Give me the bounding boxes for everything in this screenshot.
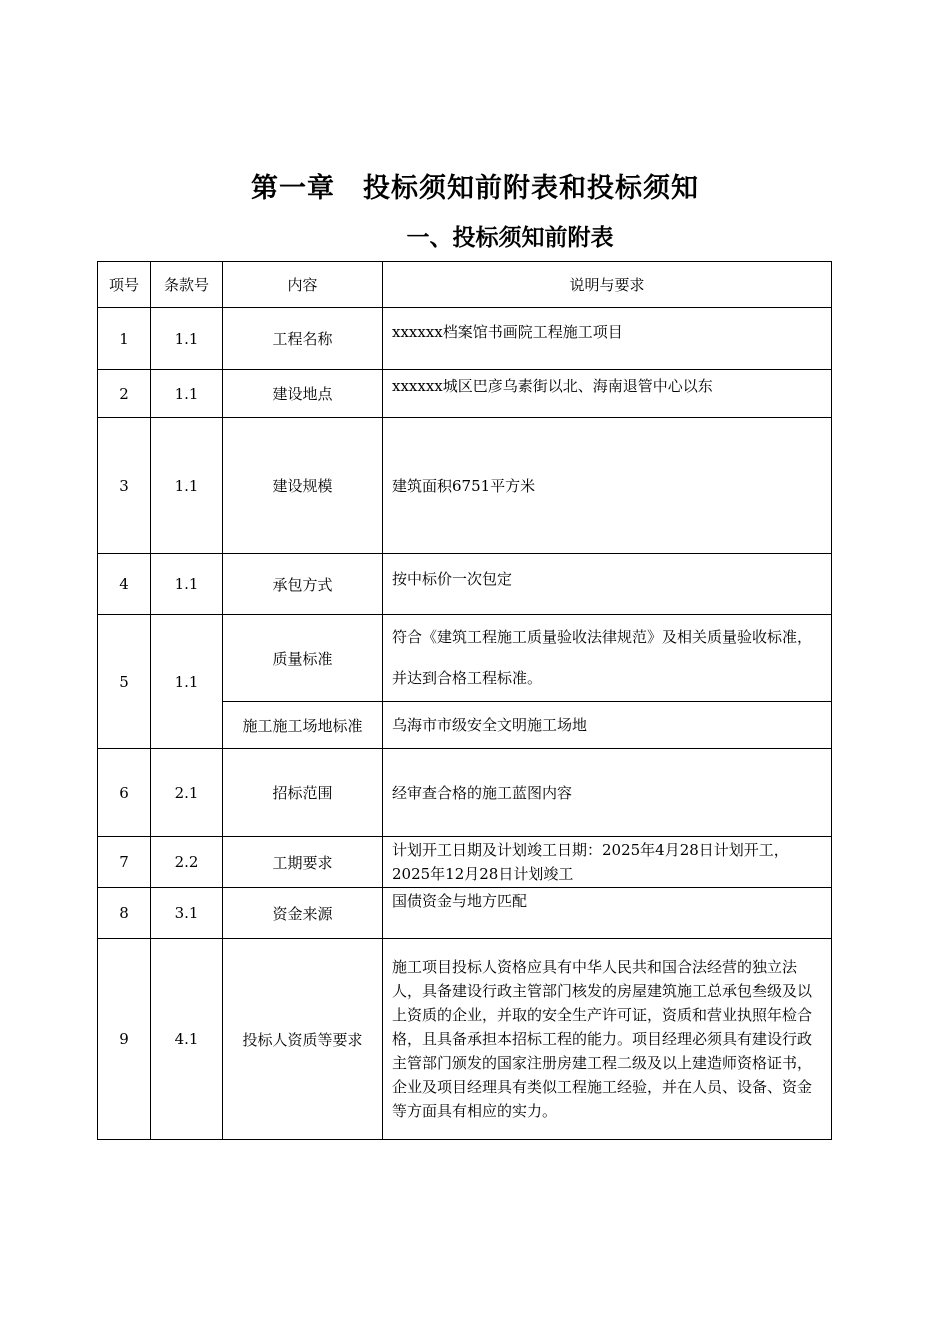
row-content: 质量标准 — [223, 615, 383, 702]
table-row — [98, 370, 832, 418]
row-content: 工期要求 — [223, 837, 383, 888]
header-desc: 说明与要求 — [383, 262, 832, 308]
table-header-row — [98, 262, 832, 308]
row-content: 施工施工场地标准 — [223, 702, 383, 749]
header-clause: 条款号 — [151, 262, 223, 308]
row-clause: 4.1 — [151, 939, 223, 1140]
row-clause: 1.1 — [151, 308, 223, 370]
row-desc: xxxxxx档案馆书画院工程施工项目 — [383, 308, 832, 370]
row-clause: 2.1 — [151, 749, 223, 837]
row-content: 建设规模 — [223, 418, 383, 554]
row-no: 4 — [98, 554, 151, 615]
row-desc: 建筑面积6751平方米 — [383, 418, 832, 554]
row-content: 建设地点 — [223, 370, 383, 418]
table-row — [98, 418, 832, 554]
row-desc: 按中标价一次包定 — [383, 554, 832, 615]
section-title: 一、投标须知前附表 — [406, 225, 614, 251]
row-content: 招标范围 — [223, 749, 383, 837]
chapter-title: 第一章 投标须知前附表和投标须知 — [251, 173, 699, 204]
row-no: 2 — [98, 370, 151, 418]
row-desc: 国债资金与地方匹配 — [383, 888, 832, 939]
row-no: 9 — [98, 939, 151, 1140]
row-clause: 1.1 — [151, 418, 223, 554]
row-desc: xxxxxx城区巴彦乌素街以北、海南退管中心以东 — [383, 370, 832, 418]
row-no: 8 — [98, 888, 151, 939]
row-desc: 符合《建筑工程施工质量验收法律规范》及相关质量验收标准，并达到合格工程标准。 — [383, 615, 832, 702]
row-desc: 乌海市市级安全文明施工场地 — [383, 702, 832, 749]
row-no: 1 — [98, 308, 151, 370]
header-content: 内容 — [223, 262, 383, 308]
table-row — [98, 749, 832, 837]
row-desc: 施工项目投标人资格应具有中华人民共和国合法经营的独立法人，具备建设行政主管部门核发的房屋建筑施工总承包叁级及以上资质的企业，并取的安全生产许可证，资质和营业执照年检合格，且具备承担本招标工程的能力。项目经理必须具有建设行政主管部门颁发的国家注册房建工程二级及以上建造师资格证书，企业及项目经理具有类似工程施工经验，并在人员、设备、资金等方面具有相应的实力。 — [383, 939, 832, 1140]
bid-notice-table — [97, 261, 832, 1140]
row-clause: 3.1 — [151, 888, 223, 939]
table-row — [98, 308, 832, 370]
row-desc: 计划开工日期及计划竣工日期：2025年4月28日计划开工，2025年12月28日计划竣工 — [383, 837, 832, 888]
table-row — [98, 554, 832, 615]
header-no: 项号 — [98, 262, 151, 308]
row-content: 资金来源 — [223, 888, 383, 939]
table-row — [98, 939, 832, 1140]
row-no: 7 — [98, 837, 151, 888]
row-no: 6 — [98, 749, 151, 837]
row-content: 承包方式 — [223, 554, 383, 615]
row-clause: 2.2 — [151, 837, 223, 888]
table-row — [98, 888, 832, 939]
row-clause: 1.1 — [151, 370, 223, 418]
row-no: 5 — [98, 615, 151, 749]
row-no: 3 — [98, 418, 151, 554]
row-clause: 1.1 — [151, 615, 223, 749]
row-content: 投标人资质等要求 — [223, 939, 383, 1140]
row-clause: 1.1 — [151, 554, 223, 615]
row-content: 工程名称 — [223, 308, 383, 370]
table-row — [98, 837, 832, 888]
row-desc: 经审查合格的施工蓝图内容 — [383, 749, 832, 837]
table-row — [98, 615, 832, 702]
